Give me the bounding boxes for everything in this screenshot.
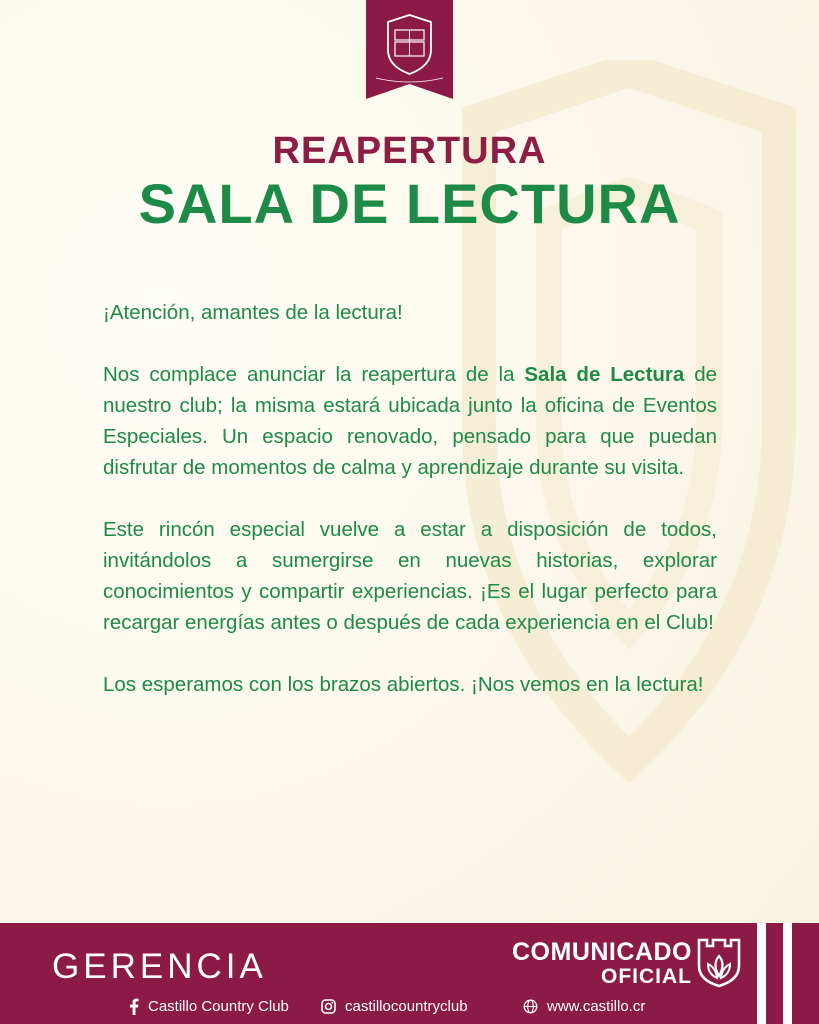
paragraph-announcement xyxy=(103,359,717,483)
paragraph-greeting: ¡Atención, amantes de la lectura! xyxy=(103,301,403,324)
oficial-label: OFICIAL xyxy=(601,965,692,988)
title-sala-de-lectura: SALA DE LECTURA xyxy=(138,172,681,235)
announcement-body xyxy=(103,297,717,731)
decorative-stripe xyxy=(757,923,766,1024)
facebook-label: Castillo Country Club xyxy=(148,998,289,1015)
castle-leaf-icon xyxy=(694,936,744,988)
paragraph-closing: Los esperamos con los brazos abiertos. ¡Nos vemos en la lectura! xyxy=(103,673,704,696)
instagram-icon xyxy=(321,999,336,1014)
text-segment: de nuestro club; la misma estará ubicada junto la oficina de Eventos Especiales. Un espacio renovado, pensado para que puedan disfrutar de momentos de calma y aprendizaje durante su visita. xyxy=(103,363,718,479)
comunicado-oficial xyxy=(462,939,692,988)
facebook-icon xyxy=(129,998,139,1015)
instagram-link[interactable] xyxy=(321,998,468,1015)
club-crest-ribbon xyxy=(366,0,453,99)
website-link[interactable] xyxy=(523,998,645,1015)
footer-bar xyxy=(0,923,819,1024)
facebook-link[interactable] xyxy=(129,998,289,1015)
text-segment: Nos complace anunciar la reapertura de la xyxy=(103,363,525,386)
instagram-label: castillocountryclub xyxy=(345,998,468,1015)
title-reapertura: REAPERTURA xyxy=(272,130,547,172)
social-links xyxy=(0,998,700,1020)
globe-icon xyxy=(523,999,538,1014)
paragraph-invitation: Este rincón especial vuelve a estar a disposición de todos, invitándolos a sumergirse en nuevas historias, explorar conocimientos y compartir experiencias. ¡Es el lugar perfecto para recargar energías antes o después de cada experiencia en el Club! xyxy=(103,518,717,634)
bold-sala-de-lectura: Sala de Lectura xyxy=(524,363,685,386)
headline xyxy=(0,128,819,236)
decorative-stripe xyxy=(783,923,792,1024)
comunicado-label: COMUNICADO xyxy=(512,938,692,966)
website-label: www.castillo.cr xyxy=(547,998,646,1015)
department-label: GERENCIA xyxy=(52,947,267,986)
